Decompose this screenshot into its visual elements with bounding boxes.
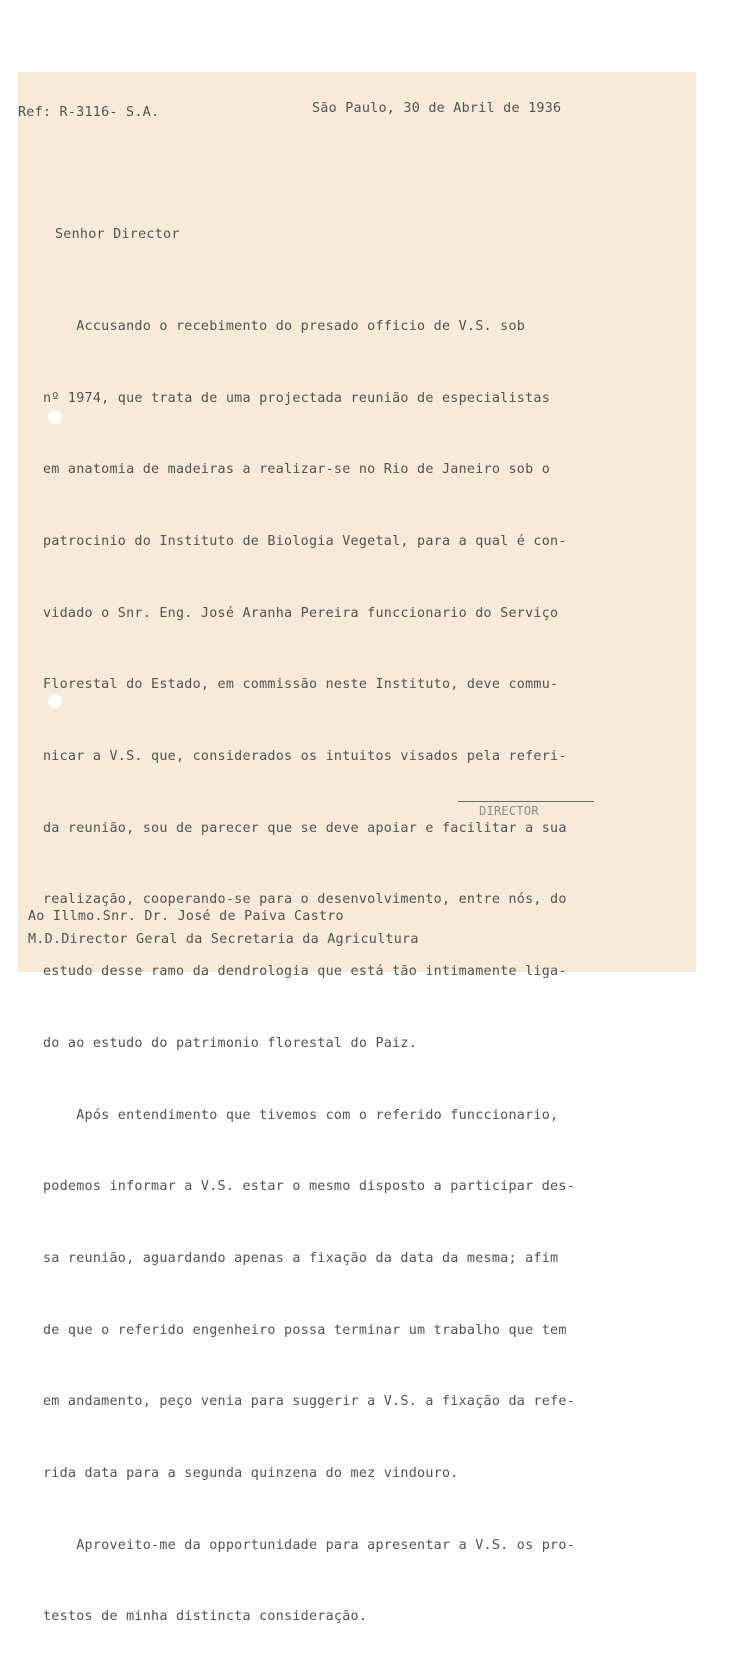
addressee-title: M.D.Director Geral da Secretaria da Agricultura [28, 932, 419, 947]
reference-number: Ref: R-3116- S.A. [18, 105, 160, 120]
addressee-name: Ao Illmo.Snr. Dr. José de Paiva Castro [28, 909, 344, 924]
body-line: realização, cooperando-se para o desenvolvimento, entre nós, do [43, 892, 567, 908]
letter-body [43, 267, 575, 1677]
body-line: vidado o Snr. Eng. José Aranha Pereira funccionario do Serviço [43, 605, 559, 621]
body-line: Accusando o recebimento do presado officio de V.S. sob [43, 318, 526, 334]
body-line: do ao estudo do patrimonio florestal do Paiz. [43, 1035, 418, 1051]
body-line: de que o referido engenheiro possa terminar um trabalho que tem [43, 1322, 567, 1338]
signature-line [458, 801, 594, 802]
letter-date: São Paulo, 30 de Abril de 1936 [312, 101, 562, 116]
body-line: podemos informar a V.S. estar o mesmo disposto a participar des- [43, 1179, 575, 1195]
body-line: em andamento, peço venia para suggerir a V.S. a fixação da refe- [43, 1394, 575, 1410]
letter-page [18, 72, 696, 1625]
body-line: rida data para a segunda quinzena do mez vindouro. [43, 1466, 459, 1482]
body-line: em anatomia de madeiras a realizar-se no Rio de Janeiro sob o [43, 462, 551, 478]
salutation: Senhor Director [55, 227, 180, 242]
body-line: nicar a V.S. que, considerados os intuitos visados pela referi- [43, 749, 567, 765]
body-line: nº 1974, que trata de uma projectada reunião de especialistas [43, 390, 551, 406]
body-line: Após entendimento que tivemos com o referido funccionario, [43, 1107, 559, 1123]
body-line: da reunião, sou de parecer que se deve apoiar e facilitar a sua [43, 820, 567, 836]
signature-title: DIRECTOR [479, 804, 539, 818]
body-line: estudo desse ramo da dendrologia que está tão intimamente liga- [43, 964, 567, 980]
body-line: Aproveito-me da opportunidade para apresentar a V.S. os pro- [43, 1537, 575, 1553]
body-line: patrocinio do Instituto de Biologia Vegetal, para a qual é con- [43, 533, 567, 549]
body-line: sa reunião, aguardando apenas a fixação da data da mesma; afim [43, 1250, 559, 1266]
body-line: testos de minha distincta consideração. [43, 1609, 368, 1625]
body-line: Florestal do Estado, em commissão neste Instituto, deve commu- [43, 677, 559, 693]
